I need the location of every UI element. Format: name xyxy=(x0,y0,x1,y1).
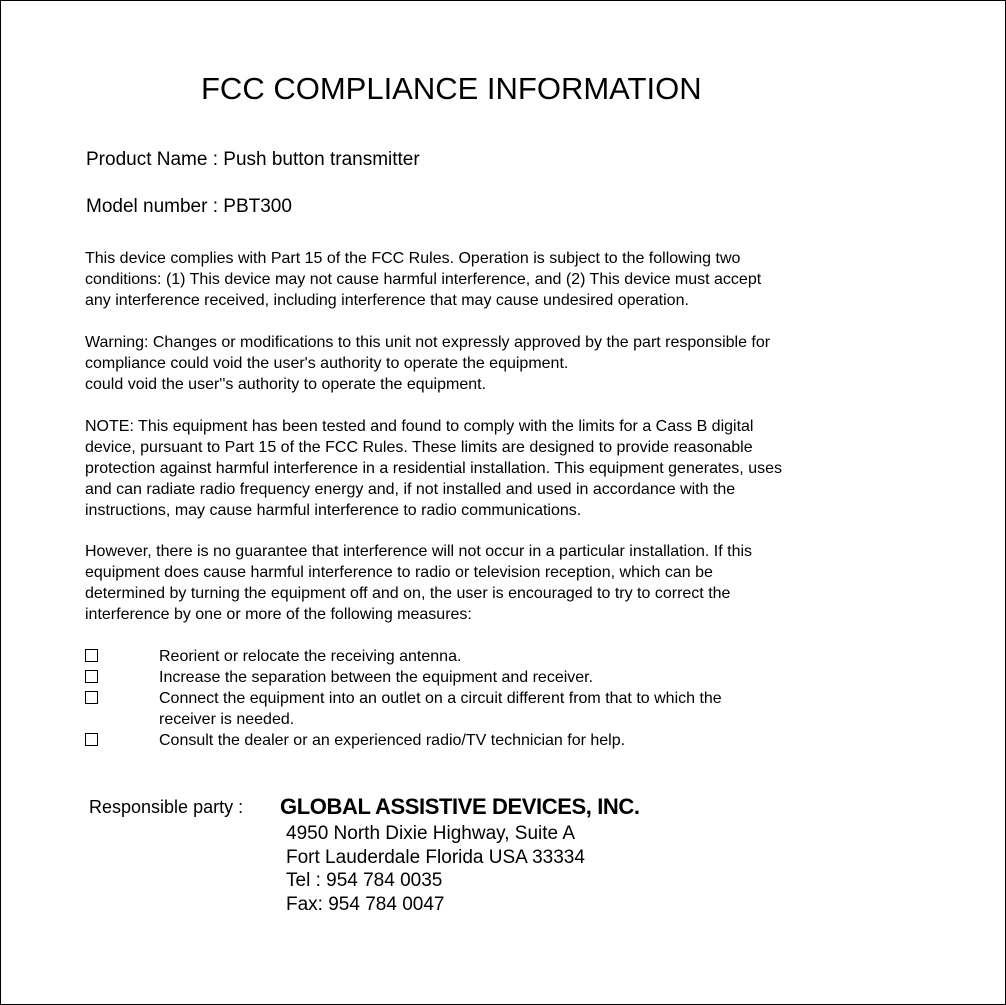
paragraph-line: interference by one or more of the following measures: xyxy=(85,606,472,623)
address-line: Fort Lauderdale Florida USA 33334 xyxy=(286,846,585,868)
paragraph-line: device, pursuant to Part 15 of the FCC Rules. These limits are designed to provide reasonable xyxy=(85,439,753,456)
page-title: FCC COMPLIANCE INFORMATION xyxy=(201,71,702,106)
paragraph-line: and can radiate radio frequency energy and, if not installed and used in accordance with the xyxy=(85,481,736,498)
paragraph-line: determined by turning the equipment off and on, the user is encouraged to try to correct the xyxy=(85,585,731,602)
however-paragraph xyxy=(85,541,985,625)
paragraph-line: NOTE: This equipment has been tested and found to comply with the limits for a Cass B digital xyxy=(85,418,754,435)
measure-line: Connect the equipment into an outlet on a circuit different from that to which the xyxy=(159,690,722,707)
measure-text xyxy=(159,688,722,730)
address-line: 4950 North Dixie Highway, Suite A xyxy=(286,823,576,844)
paragraph-line: Warning: Changes or modifications to this unit not expressly approved by the part responsible for xyxy=(85,334,771,351)
paragraph-line: any interference received, including interference that may cause undesired operation. xyxy=(85,292,689,309)
measure-text xyxy=(159,646,461,667)
checkbox-icon xyxy=(85,649,98,662)
model-number: Model number : PBT300 xyxy=(86,196,292,217)
paragraph-line: could void the user''s authority to operate the equipment. xyxy=(85,376,487,393)
measure-line: Reorient or relocate the receiving antenna. xyxy=(159,648,462,665)
measure-item xyxy=(85,688,965,730)
warning-paragraph xyxy=(85,332,985,395)
note-paragraph xyxy=(85,416,985,521)
measure-text xyxy=(159,730,625,751)
measure-item xyxy=(85,646,965,667)
paragraph-line: conditions: (1) This device may not cause harmful interference, and (2) This device must accept xyxy=(85,271,762,288)
fax-line: Fax: 954 784 0047 xyxy=(286,893,445,915)
paragraph-line: protection against harmful interference in a residential installation. This equipment generates, uses xyxy=(85,460,782,477)
measure-line: receiver is needed. xyxy=(159,711,295,728)
measure-line: Increase the separation between the equipment and receiver. xyxy=(159,669,594,686)
measures-list xyxy=(85,646,965,751)
paragraph-line: instructions, may cause harmful interference to radio communications. xyxy=(85,502,582,519)
checkbox-icon xyxy=(85,670,98,683)
paragraph-line: This device complies with Part 15 of the FCC Rules. Operation is subject to the following two xyxy=(85,250,741,267)
company-address xyxy=(286,822,585,916)
measure-line: Consult the dealer or an experienced radio/TV technician for help. xyxy=(159,732,626,749)
measure-item xyxy=(85,730,965,751)
paragraph-line: compliance could void the user's authority to operate the equipment. xyxy=(85,355,569,372)
product-name: Product Name : Push button transmitter xyxy=(86,149,420,170)
responsible-party-label: Responsible party : xyxy=(89,797,244,817)
compliance-paragraph xyxy=(85,248,985,311)
paragraph-line: equipment does cause harmful interference to radio or television reception, which can be xyxy=(85,564,713,581)
measure-text xyxy=(159,667,593,688)
checkbox-icon xyxy=(85,691,98,704)
checkbox-icon xyxy=(85,733,98,746)
telephone-line: Tel : 954 784 0035 xyxy=(286,870,443,891)
measure-item xyxy=(85,667,965,688)
paragraph-line: However, there is no guarantee that interference will not occur in a particular installation. If this xyxy=(85,543,753,560)
company-name: GLOBAL ASSISTIVE DEVICES, INC. xyxy=(280,794,640,819)
